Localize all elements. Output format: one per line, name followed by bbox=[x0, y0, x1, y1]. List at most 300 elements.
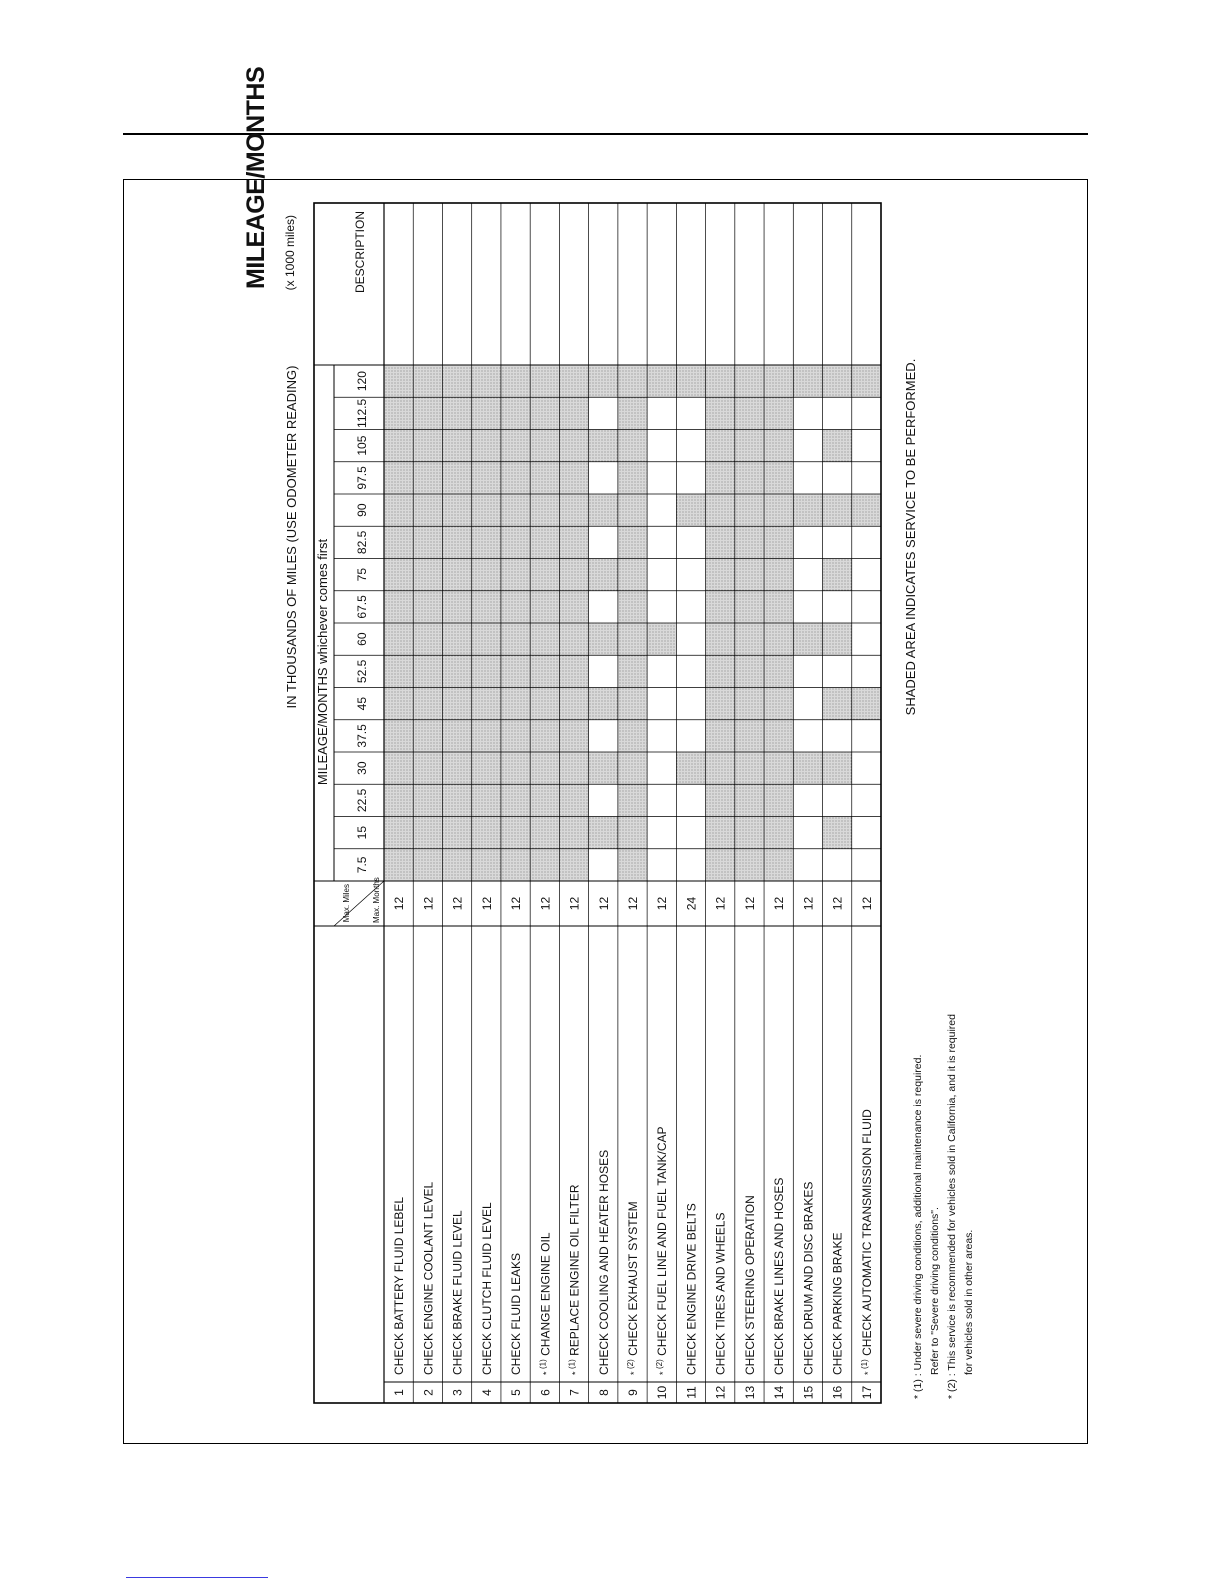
shaded-cell bbox=[735, 365, 764, 397]
shaded-cell bbox=[559, 817, 588, 849]
shaded-cell bbox=[735, 494, 764, 526]
row-number: 10 bbox=[655, 1385, 670, 1400]
shaded-area-note: SHADED AREA INDICATES SERVICE TO BE PERFORMED. bbox=[903, 358, 918, 716]
service-item-label: CHECK STEERING OPERATION bbox=[742, 1195, 757, 1375]
shaded-cell bbox=[618, 559, 647, 591]
note-star: * bbox=[658, 1368, 669, 1375]
shaded-cell bbox=[530, 559, 559, 591]
note-spacer bbox=[626, 1356, 640, 1359]
shaded-cell bbox=[442, 526, 471, 558]
shaded-cell bbox=[472, 430, 501, 462]
shaded-cell bbox=[384, 752, 413, 784]
shaded-cell bbox=[735, 462, 764, 494]
shaded-cell bbox=[618, 462, 647, 494]
shaded-cell bbox=[413, 720, 442, 752]
shaded-cell bbox=[530, 720, 559, 752]
service-item bbox=[743, 1195, 757, 1375]
note-spacer bbox=[538, 1356, 552, 1359]
shaded-cell bbox=[530, 526, 559, 558]
footnote-1-mark: * (1) bbox=[912, 1379, 924, 1399]
shaded-cell bbox=[442, 784, 471, 816]
shaded-cell bbox=[764, 462, 793, 494]
shaded-cell bbox=[472, 494, 501, 526]
shaded-cell bbox=[618, 688, 647, 720]
service-item bbox=[568, 1184, 582, 1375]
item-column-header: MILEAGE/MONTHS whichever comes first bbox=[315, 538, 330, 786]
mileage-column-header: 7.5 bbox=[355, 856, 369, 874]
shaded-cell bbox=[706, 397, 735, 429]
shaded-cell bbox=[472, 526, 501, 558]
shaded-cell bbox=[384, 849, 413, 881]
shaded-cell bbox=[530, 817, 559, 849]
shaded-cell bbox=[442, 849, 471, 881]
note-star: * bbox=[862, 1368, 873, 1375]
shaded-cell bbox=[589, 365, 618, 397]
shaded-cell bbox=[735, 623, 764, 655]
shaded-cell bbox=[793, 494, 822, 526]
shaded-cell bbox=[530, 494, 559, 526]
shaded-cell bbox=[472, 817, 501, 849]
shaded-cell bbox=[559, 365, 588, 397]
shaded-cell bbox=[735, 688, 764, 720]
max-months-value: 12 bbox=[479, 896, 494, 911]
service-item-label: REPLACE ENGINE OIL FILTER bbox=[567, 1184, 582, 1356]
shaded-cell bbox=[764, 559, 793, 591]
shaded-cell bbox=[501, 591, 530, 623]
shaded-cell bbox=[501, 688, 530, 720]
shaded-cell bbox=[559, 784, 588, 816]
shaded-cell bbox=[501, 720, 530, 752]
mileage-column-header: 112.5 bbox=[355, 398, 369, 428]
shaded-cell bbox=[764, 688, 793, 720]
note-spacer bbox=[568, 1356, 582, 1359]
max-months-value: 12 bbox=[567, 896, 582, 911]
maintenance-schedule-frame bbox=[123, 66, 1088, 1444]
mileage-column-header: 22.5 bbox=[355, 788, 369, 813]
shaded-cell bbox=[501, 752, 530, 784]
shaded-cell bbox=[559, 397, 588, 429]
shaded-cell bbox=[530, 623, 559, 655]
service-item-label: CHECK EXHAUST SYSTEM bbox=[626, 1201, 640, 1356]
footnote-2-text: : This service is recommended for vehicles sold in California, and it is required bbox=[946, 1014, 958, 1377]
shaded-cell bbox=[706, 591, 735, 623]
shaded-cell bbox=[618, 817, 647, 849]
service-item-label: CHECK FLUID LEAKS bbox=[509, 1252, 524, 1375]
shaded-cell bbox=[618, 397, 647, 429]
shaded-cell bbox=[823, 623, 852, 655]
shaded-cell bbox=[530, 365, 559, 397]
service-item-label: CHECK AUTOMATIC TRANSMISSION FLUID bbox=[859, 1109, 874, 1356]
row-number: 9 bbox=[626, 1389, 640, 1396]
shaded-cell bbox=[764, 752, 793, 784]
service-item bbox=[509, 1253, 523, 1375]
shaded-cell bbox=[706, 817, 735, 849]
mileage-column-header: 97.5 bbox=[355, 466, 369, 490]
shaded-cell bbox=[501, 397, 530, 429]
service-item bbox=[392, 1197, 406, 1375]
shaded-cell bbox=[413, 559, 442, 591]
shaded-cell bbox=[618, 365, 647, 397]
shaded-cell bbox=[472, 849, 501, 881]
shaded-cell bbox=[618, 494, 647, 526]
max-months-value: 12 bbox=[713, 896, 728, 911]
mileage-column-header: 75 bbox=[355, 567, 369, 582]
shaded-cell bbox=[530, 397, 559, 429]
shaded-cell bbox=[413, 397, 442, 429]
row-number: 17 bbox=[859, 1385, 874, 1400]
row-number: 3 bbox=[450, 1389, 465, 1396]
shaded-cell bbox=[823, 752, 852, 784]
shaded-cell bbox=[706, 784, 735, 816]
shaded-cell bbox=[413, 655, 442, 687]
shaded-cell bbox=[618, 623, 647, 655]
shaded-cell bbox=[442, 752, 471, 784]
page-title: MILEAGE/MONTHS bbox=[242, 66, 270, 289]
shaded-cell bbox=[589, 430, 618, 462]
shaded-cell bbox=[472, 720, 501, 752]
shaded-cell bbox=[472, 397, 501, 429]
shaded-cell bbox=[764, 365, 793, 397]
shaded-cell bbox=[823, 817, 852, 849]
shaded-cell bbox=[501, 784, 530, 816]
shaded-cell bbox=[764, 849, 793, 881]
shaded-cell bbox=[735, 752, 764, 784]
shaded-cell bbox=[530, 430, 559, 462]
service-item bbox=[831, 1233, 845, 1375]
shaded-cell bbox=[530, 462, 559, 494]
service-item-label: CHECK DRUM AND DISC BRAKES bbox=[801, 1181, 816, 1375]
row-number: 12 bbox=[713, 1385, 728, 1400]
note-marker: (1) bbox=[567, 1359, 577, 1369]
shaded-cell bbox=[823, 559, 852, 591]
shaded-cell bbox=[735, 720, 764, 752]
shaded-cell bbox=[793, 365, 822, 397]
shaded-cell bbox=[559, 655, 588, 687]
service-item bbox=[421, 1182, 435, 1375]
shaded-cell bbox=[413, 591, 442, 623]
shaded-cell bbox=[589, 494, 618, 526]
shaded-cell bbox=[472, 559, 501, 591]
shaded-cell bbox=[559, 720, 588, 752]
shaded-cell bbox=[559, 688, 588, 720]
shaded-cell bbox=[442, 365, 471, 397]
shaded-cell bbox=[413, 430, 442, 462]
shaded-cell bbox=[384, 623, 413, 655]
service-item-label: CHECK BRAKE FLUID LEVEL bbox=[450, 1210, 465, 1375]
shaded-cell bbox=[706, 462, 735, 494]
footnote-2-mark: * (2) bbox=[946, 1379, 958, 1399]
shaded-cell bbox=[384, 365, 413, 397]
shaded-cell bbox=[501, 849, 530, 881]
mileage-column-header: 120 bbox=[355, 371, 369, 392]
service-item bbox=[801, 1182, 815, 1375]
shaded-cell bbox=[618, 720, 647, 752]
row-number: 5 bbox=[509, 1389, 524, 1396]
shaded-cell bbox=[852, 365, 881, 397]
footnote-1 bbox=[910, 799, 927, 1399]
shaded-cell bbox=[764, 591, 793, 623]
shaded-cell bbox=[413, 365, 442, 397]
shaded-cell bbox=[735, 591, 764, 623]
shaded-cell bbox=[823, 430, 852, 462]
max-months-value: 12 bbox=[392, 896, 407, 911]
shaded-cell bbox=[764, 655, 793, 687]
shaded-cell bbox=[647, 623, 676, 655]
service-item-label: CHECK ENGINE COOLANT LEVEL bbox=[421, 1181, 436, 1375]
shaded-cell bbox=[501, 462, 530, 494]
shaded-cell bbox=[764, 430, 793, 462]
shaded-cell bbox=[706, 849, 735, 881]
shaded-cell bbox=[559, 849, 588, 881]
shaded-cell bbox=[706, 655, 735, 687]
shaded-cell bbox=[706, 688, 735, 720]
shaded-cell bbox=[501, 655, 530, 687]
mileage-column-header: 90 bbox=[355, 503, 369, 517]
service-item-label: CHECK FUEL LINE AND FUEL TANK/CAP bbox=[655, 1126, 670, 1356]
shaded-cell bbox=[384, 430, 413, 462]
shaded-cell bbox=[413, 526, 442, 558]
max-months-value: 12 bbox=[801, 896, 816, 911]
shaded-cell bbox=[413, 688, 442, 720]
shaded-cell bbox=[735, 559, 764, 591]
note-star: * bbox=[629, 1368, 639, 1375]
footnote-1-text: : Under severe driving conditions, additional maintenance is required. bbox=[912, 1054, 924, 1377]
max-months-value: 12 bbox=[830, 896, 845, 911]
shaded-cell bbox=[735, 784, 764, 816]
service-item bbox=[772, 1178, 786, 1375]
shaded-cell bbox=[764, 494, 793, 526]
shaded-cell bbox=[413, 784, 442, 816]
shaded-cell bbox=[530, 655, 559, 687]
service-item-label: CHECK COOLING AND HEATER HOSES bbox=[596, 1149, 611, 1375]
note-spacer bbox=[655, 1356, 669, 1359]
description-header: DESCRIPTION bbox=[353, 211, 367, 294]
shaded-cell bbox=[384, 784, 413, 816]
shaded-cell bbox=[472, 591, 501, 623]
shaded-cell bbox=[823, 688, 852, 720]
service-item bbox=[684, 1203, 698, 1375]
shaded-cell bbox=[559, 462, 588, 494]
mileage-column-header: 15 bbox=[355, 825, 369, 840]
shaded-cell bbox=[735, 655, 764, 687]
max-months-value: 24 bbox=[684, 896, 699, 911]
shaded-cell bbox=[589, 623, 618, 655]
service-item bbox=[655, 1126, 669, 1375]
shaded-cell bbox=[442, 655, 471, 687]
row-number: 4 bbox=[479, 1389, 494, 1396]
row-number: 14 bbox=[772, 1385, 787, 1400]
max-miles-label: Max. Miles bbox=[342, 884, 351, 923]
shaded-cell bbox=[589, 752, 618, 784]
mileage-column-header: 30 bbox=[355, 761, 369, 775]
max-months-value: 12 bbox=[655, 896, 670, 911]
shaded-cell bbox=[559, 591, 588, 623]
shaded-cell bbox=[472, 688, 501, 720]
service-item bbox=[714, 1213, 728, 1375]
shaded-cell bbox=[413, 462, 442, 494]
shaded-cell bbox=[442, 591, 471, 623]
note-marker: (2) bbox=[626, 1359, 635, 1369]
shaded-cell bbox=[530, 688, 559, 720]
service-item bbox=[860, 1109, 874, 1375]
shaded-cell bbox=[706, 559, 735, 591]
shaded-cell bbox=[559, 623, 588, 655]
shaded-cell bbox=[501, 623, 530, 655]
service-item bbox=[538, 1232, 552, 1375]
shaded-cell bbox=[442, 430, 471, 462]
row-number: 8 bbox=[596, 1389, 611, 1396]
row-number: 13 bbox=[742, 1385, 757, 1400]
service-item-label: CHECK BATTERY FLUID LEBEL bbox=[392, 1196, 407, 1375]
shaded-cell bbox=[442, 720, 471, 752]
service-item-label: CHECK TIRES AND WHEELS bbox=[713, 1212, 728, 1375]
note-star: * bbox=[570, 1368, 581, 1375]
mileage-header: IN THOUSANDS OF MILES (USE ODOMETER READING) bbox=[284, 365, 299, 709]
max-months-value: 12 bbox=[859, 896, 874, 911]
shaded-cell bbox=[413, 849, 442, 881]
shaded-cell bbox=[764, 623, 793, 655]
shaded-cell bbox=[589, 559, 618, 591]
row-number: 15 bbox=[801, 1385, 816, 1400]
row-number: 11 bbox=[684, 1386, 699, 1399]
shaded-cell bbox=[706, 623, 735, 655]
shaded-cell bbox=[852, 494, 881, 526]
row-number: 6 bbox=[538, 1389, 553, 1396]
shaded-cell bbox=[735, 430, 764, 462]
mileage-column-header: 82.5 bbox=[355, 530, 369, 555]
max-months-value: 12 bbox=[596, 896, 611, 911]
shaded-cell bbox=[559, 430, 588, 462]
shaded-cell bbox=[706, 752, 735, 784]
shaded-cell bbox=[472, 462, 501, 494]
mileage-column-header: 37.5 bbox=[355, 724, 369, 748]
shaded-cell bbox=[618, 784, 647, 816]
shaded-cell bbox=[501, 559, 530, 591]
mileage-column-header: 67.5 bbox=[355, 595, 369, 619]
max-months-label: Max. Months bbox=[372, 877, 381, 923]
shaded-cell bbox=[647, 365, 676, 397]
shaded-cell bbox=[384, 494, 413, 526]
shaded-cell bbox=[384, 591, 413, 623]
shaded-cell bbox=[559, 494, 588, 526]
mileage-column-header: 60 bbox=[355, 632, 369, 646]
service-item bbox=[451, 1210, 465, 1375]
shaded-cell bbox=[442, 462, 471, 494]
shaded-cell bbox=[823, 494, 852, 526]
max-months-value: 12 bbox=[450, 896, 465, 911]
shaded-cell bbox=[793, 752, 822, 784]
note-marker: (2) bbox=[655, 1359, 665, 1369]
shaded-cell bbox=[676, 494, 705, 526]
service-item-label: CHECK ENGINE DRIVE BELTS bbox=[684, 1203, 699, 1375]
shaded-cell bbox=[384, 559, 413, 591]
mileage-column-header: 105 bbox=[355, 435, 369, 456]
shaded-cell bbox=[823, 365, 852, 397]
shaded-cell bbox=[442, 623, 471, 655]
mileage-column-header: 52.5 bbox=[355, 659, 369, 684]
shaded-cell bbox=[852, 688, 881, 720]
shaded-cell bbox=[706, 365, 735, 397]
shaded-cell bbox=[618, 752, 647, 784]
unit-note: (x 1000 miles) bbox=[283, 215, 297, 291]
shaded-cell bbox=[413, 817, 442, 849]
note-marker: (1) bbox=[538, 1359, 548, 1369]
shaded-cell bbox=[735, 817, 764, 849]
shaded-cell bbox=[530, 784, 559, 816]
shaded-cell bbox=[764, 720, 793, 752]
shaded-cell bbox=[764, 784, 793, 816]
shaded-cell bbox=[384, 462, 413, 494]
shaded-cell bbox=[442, 559, 471, 591]
service-item-label: CHECK PARKING BRAKE bbox=[830, 1232, 845, 1375]
shaded-cell bbox=[706, 720, 735, 752]
shaded-cell bbox=[442, 817, 471, 849]
shaded-cell bbox=[618, 655, 647, 687]
service-item-label: CHECK BRAKE LINES AND HOSES bbox=[772, 1177, 787, 1375]
shaded-cell bbox=[735, 397, 764, 429]
shaded-cell bbox=[618, 430, 647, 462]
row-number: 7 bbox=[567, 1389, 582, 1396]
shaded-cell bbox=[559, 526, 588, 558]
shaded-cell bbox=[764, 526, 793, 558]
shaded-cell bbox=[735, 849, 764, 881]
max-months-value: 12 bbox=[742, 896, 757, 911]
shaded-cell bbox=[413, 623, 442, 655]
rotated-landscape-page bbox=[124, 66, 1087, 1443]
shaded-cell bbox=[501, 365, 530, 397]
service-item bbox=[480, 1202, 494, 1375]
shaded-cell bbox=[530, 849, 559, 881]
max-months-value: 12 bbox=[421, 896, 436, 911]
shaded-cell bbox=[589, 817, 618, 849]
shaded-cell bbox=[501, 494, 530, 526]
max-months-value: 12 bbox=[538, 896, 553, 911]
shaded-cell bbox=[472, 784, 501, 816]
row-number: 16 bbox=[830, 1385, 845, 1400]
shaded-cell bbox=[764, 397, 793, 429]
shaded-cell bbox=[530, 752, 559, 784]
footnotes bbox=[910, 799, 978, 1399]
note-star: * bbox=[541, 1368, 552, 1375]
max-months-value: 12 bbox=[772, 896, 787, 911]
shaded-cell bbox=[384, 817, 413, 849]
service-item-label: CHANGE ENGINE OIL bbox=[538, 1232, 553, 1356]
shaded-cell bbox=[413, 494, 442, 526]
max-months-value: 12 bbox=[509, 896, 524, 911]
shaded-cell bbox=[384, 655, 413, 687]
shaded-cell bbox=[384, 526, 413, 558]
shaded-cell bbox=[589, 688, 618, 720]
shaded-cell bbox=[472, 655, 501, 687]
shaded-cell bbox=[442, 397, 471, 429]
row-number: 1 bbox=[392, 1389, 407, 1396]
shaded-cell bbox=[706, 526, 735, 558]
shaded-cell bbox=[501, 526, 530, 558]
shaded-cell bbox=[706, 430, 735, 462]
shaded-cell bbox=[793, 623, 822, 655]
row-number: 2 bbox=[421, 1389, 436, 1396]
footnote-2 bbox=[944, 799, 961, 1399]
shaded-cell bbox=[442, 494, 471, 526]
shaded-cell bbox=[501, 430, 530, 462]
shaded-cell bbox=[618, 591, 647, 623]
shaded-cell bbox=[501, 817, 530, 849]
shaded-cell bbox=[676, 752, 705, 784]
shaded-cell bbox=[559, 752, 588, 784]
shaded-cell bbox=[384, 688, 413, 720]
footer-link-underline bbox=[126, 1577, 268, 1578]
shaded-cell bbox=[384, 397, 413, 429]
